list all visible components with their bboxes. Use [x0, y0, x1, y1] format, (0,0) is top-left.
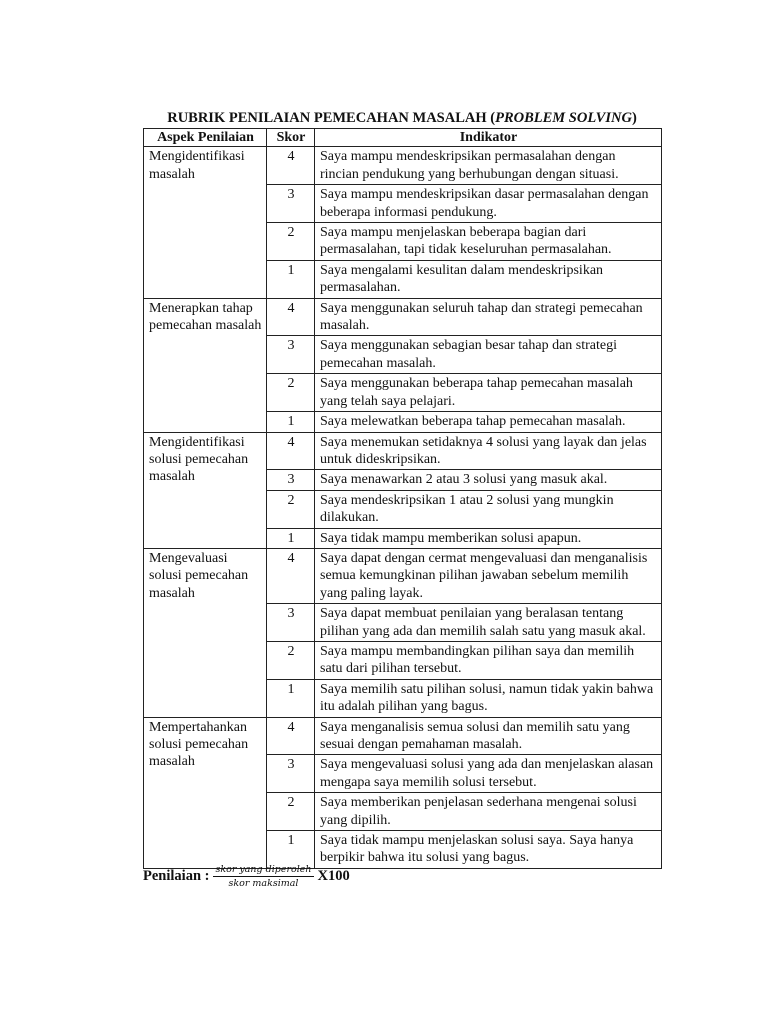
table-row — [144, 147, 662, 185]
score-cell: 3 — [267, 604, 315, 642]
table-row — [144, 548, 662, 603]
indicator-cell: Saya mendeskripsikan 1 atau 2 solusi yang mungkin dilakukan. — [315, 490, 662, 528]
formula-numerator: skor yang diperoleh — [215, 864, 312, 875]
score-cell: 2 — [267, 374, 315, 412]
title-main: RUBRIK PENILAIAN PEMECAHAN MASALAH ( — [167, 110, 496, 126]
indicator-cell: Saya menawarkan 2 atau 3 solusi yang masuk akal. — [315, 470, 662, 490]
aspect-cell: Mengidentifikasi masalah — [144, 147, 267, 298]
document-title — [143, 108, 661, 128]
score-cell: 1 — [267, 831, 315, 869]
title-end: ) — [631, 110, 637, 126]
indicator-cell: Saya memberikan penjelasan sederhana mengenai solusi yang dipilih. — [315, 793, 662, 831]
aspect-cell: Mengevaluasi solusi pemecahan masalah — [144, 548, 267, 717]
indicator-cell: Saya memilih satu pilihan solusi, namun tidak yakin bahwa itu adalah pilihan yang bagus. — [315, 679, 662, 717]
indicator-cell: Saya mampu menjelaskan beberapa bagian dari permasalahan, tapi tidak keseluruhan permasalahan. — [315, 223, 662, 261]
indicator-cell: Saya tidak mampu memberikan solusi apapun. — [315, 528, 662, 548]
score-cell: 4 — [267, 432, 315, 470]
table-row — [144, 298, 662, 336]
score-cell: 2 — [267, 793, 315, 831]
indicator-cell: Saya mengevaluasi solusi yang ada dan menjelaskan alasan mengapa saya memilih solusi tersebut. — [315, 755, 662, 793]
indicator-cell: Saya menemukan setidaknya 4 solusi yang layak dan jelas untuk dideskripsikan. — [315, 432, 662, 470]
header-row — [144, 129, 662, 147]
indicator-cell: Saya mengalami kesulitan dalam mendeskripsikan permasalahan. — [315, 260, 662, 298]
score-cell: 3 — [267, 470, 315, 490]
header-score: Skor — [267, 129, 315, 147]
formula-fraction — [213, 864, 313, 889]
score-cell: 4 — [267, 717, 315, 755]
score-cell: 2 — [267, 641, 315, 679]
indicator-cell: Saya dapat dengan cermat mengevaluasi dan menganalisis semua kemungkinan pilihan jawaban sebelum memilih yang paling layak. — [315, 548, 662, 603]
table-row — [144, 432, 662, 470]
indicator-cell: Saya melewatkan beberapa tahap pemecahan masalah. — [315, 412, 662, 432]
aspect-cell: Mengidentifikasi solusi pemecahan masalah — [144, 432, 267, 548]
score-cell: 4 — [267, 147, 315, 185]
score-cell: 4 — [267, 298, 315, 336]
aspect-cell: Menerapkan tahap pemecahan masalah — [144, 298, 267, 432]
indicator-cell: Saya mampu mendeskripsikan dasar permasalahan dengan beberapa informasi pendukung. — [315, 185, 662, 223]
indicator-cell: Saya menggunakan sebagian besar tahap dan strategi pemecahan masalah. — [315, 336, 662, 374]
title-italic: PROBLEM SOLVING — [495, 110, 632, 126]
indicator-cell: Saya mampu membandingkan pilihan saya dan memilih satu dari pilihan tersebut. — [315, 641, 662, 679]
score-cell: 3 — [267, 336, 315, 374]
formula-label: Penilaian : — [143, 868, 210, 884]
score-cell: 1 — [267, 528, 315, 548]
table-row — [144, 717, 662, 755]
indicator-cell: Saya menganalisis semua solusi dan memilih satu yang sesuai dengan pemahaman masalah. — [315, 717, 662, 755]
score-cell: 1 — [267, 412, 315, 432]
score-cell: 4 — [267, 548, 315, 603]
indicator-cell: Saya dapat membuat penilaian yang beralasan tentang pilihan yang ada dan memilih salah satu yang masuk akal. — [315, 604, 662, 642]
aspect-cell: Mempertahankan solusi pemecahan masalah — [144, 717, 267, 868]
formula-multiplier: X100 — [317, 868, 350, 884]
score-cell: 3 — [267, 755, 315, 793]
indicator-cell: Saya menggunakan beberapa tahap pemecahan masalah yang telah saya pelajari. — [315, 374, 662, 412]
score-cell: 1 — [267, 679, 315, 717]
rubric-table — [143, 128, 662, 869]
score-cell: 2 — [267, 223, 315, 261]
rubric-body — [144, 147, 662, 868]
score-cell: 3 — [267, 185, 315, 223]
indicator-cell: Saya tidak mampu menjelaskan solusi saya. Saya hanya berpikir bahwa itu solusi yang bagus. — [315, 831, 662, 869]
scoring-formula — [143, 864, 350, 889]
score-cell: 1 — [267, 260, 315, 298]
formula-denominator: skor maksimal — [228, 878, 299, 889]
score-cell: 2 — [267, 490, 315, 528]
header-indicator: Indikator — [315, 129, 662, 147]
indicator-cell: Saya menggunakan seluruh tahap dan strategi pemecahan masalah. — [315, 298, 662, 336]
header-aspect: Aspek Penilaian — [144, 129, 267, 147]
indicator-cell: Saya mampu mendeskripsikan permasalahan dengan rincian pendukung yang berhubungan dengan situasi. — [315, 147, 662, 185]
